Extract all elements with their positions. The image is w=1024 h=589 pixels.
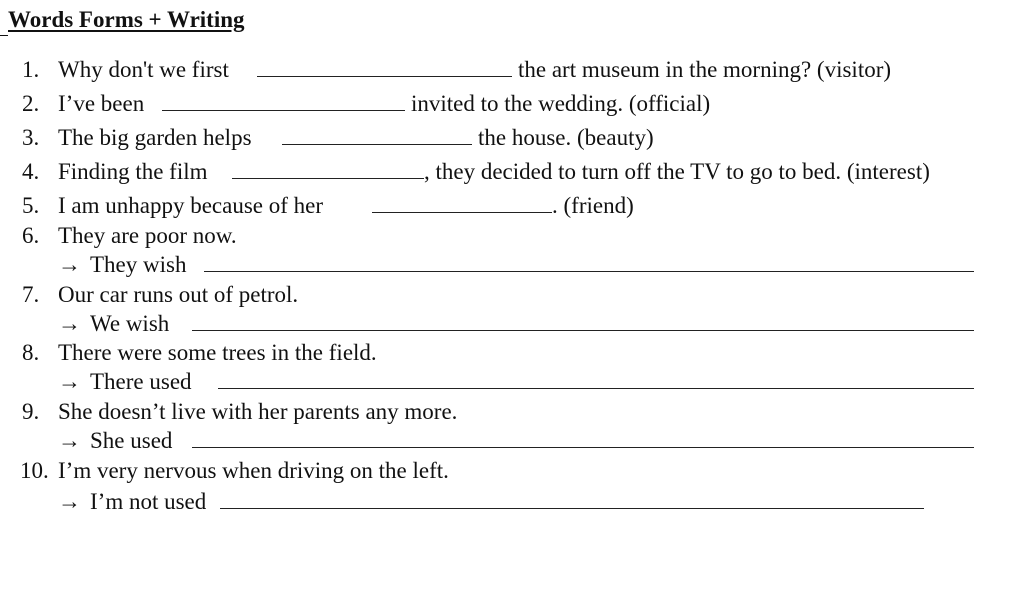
rewrite-prompt: She used xyxy=(90,428,173,453)
answer-blank[interactable] xyxy=(232,178,424,179)
exercise-item-3 xyxy=(22,124,1012,152)
rewrite-prompt: They wish xyxy=(90,252,187,277)
arrow-right-icon: → xyxy=(58,428,81,453)
item-sentence: Our car runs out of petrol. xyxy=(58,282,299,307)
item-number: 8. xyxy=(22,340,40,365)
item-number: 2. xyxy=(22,91,40,116)
item-text-after: the house. (beauty) xyxy=(478,125,654,150)
exercise-item-8 xyxy=(22,339,1012,367)
item-number: 6. xyxy=(22,223,40,248)
answer-blank[interactable] xyxy=(162,110,405,111)
rewrite-prompt: There used xyxy=(90,369,192,394)
item-text-after: invited to the wedding. (official) xyxy=(411,91,711,116)
exercise-item-6 xyxy=(22,222,1012,250)
item-text-after: . (friend) xyxy=(552,193,634,218)
exercise-item-4 xyxy=(22,158,1017,186)
answer-blank[interactable] xyxy=(192,330,974,331)
item-text-before: Why don't we first xyxy=(58,57,229,82)
rewrite-line-10 xyxy=(22,488,1012,516)
arrow-right-icon: → xyxy=(58,252,81,277)
item-text-after: the art museum in the morning? (visitor) xyxy=(518,57,892,82)
item-sentence: I’m very nervous when driving on the left. xyxy=(58,458,449,483)
answer-blank[interactable] xyxy=(257,76,512,77)
answer-blank[interactable] xyxy=(220,508,924,509)
exercise-item-1 xyxy=(22,56,1012,84)
arrow-right-icon: → xyxy=(58,369,81,394)
item-text-after: , they decided to turn off the TV to go to bed. (interest) xyxy=(424,159,930,184)
arrow-right-icon: → xyxy=(58,489,81,514)
item-number: 4. xyxy=(22,159,40,184)
worksheet-title: Words Forms + Writing xyxy=(8,7,245,32)
rewrite-line-8 xyxy=(22,368,1012,396)
item-text-before: Finding the film xyxy=(58,159,208,184)
answer-blank[interactable] xyxy=(372,212,552,213)
item-text-before: The big garden helps xyxy=(58,125,252,150)
item-number: 5. xyxy=(22,193,40,218)
answer-blank[interactable] xyxy=(192,447,974,448)
rewrite-line-9 xyxy=(22,427,1012,455)
rewrite-line-7 xyxy=(22,310,1012,338)
item-sentence: They are poor now. xyxy=(58,223,237,248)
exercise-item-9 xyxy=(22,398,1012,426)
exercise-item-2 xyxy=(22,90,1012,118)
item-sentence: There were some trees in the field. xyxy=(58,340,377,365)
exercise-item-5 xyxy=(22,192,1012,220)
item-text-before: I’ve been xyxy=(58,91,145,116)
item-sentence: She doesn’t live with her parents any more. xyxy=(58,399,458,424)
answer-blank[interactable] xyxy=(204,271,974,272)
rewrite-line-6 xyxy=(22,251,1012,279)
answer-blank[interactable] xyxy=(282,144,472,145)
rewrite-prompt: I’m not used xyxy=(90,489,207,514)
answer-blank[interactable] xyxy=(218,388,974,389)
title-rule xyxy=(0,35,8,36)
rewrite-prompt: We wish xyxy=(90,311,170,336)
item-number: 10. xyxy=(20,458,49,483)
item-number: 1. xyxy=(22,57,40,82)
item-number: 7. xyxy=(22,282,40,307)
item-number: 9. xyxy=(22,399,40,424)
item-text-before: I am unhappy because of her xyxy=(58,193,324,218)
arrow-right-icon: → xyxy=(58,311,81,336)
item-number: 3. xyxy=(22,125,40,150)
exercise-item-7 xyxy=(22,281,1012,309)
exercise-item-10 xyxy=(22,457,1012,485)
